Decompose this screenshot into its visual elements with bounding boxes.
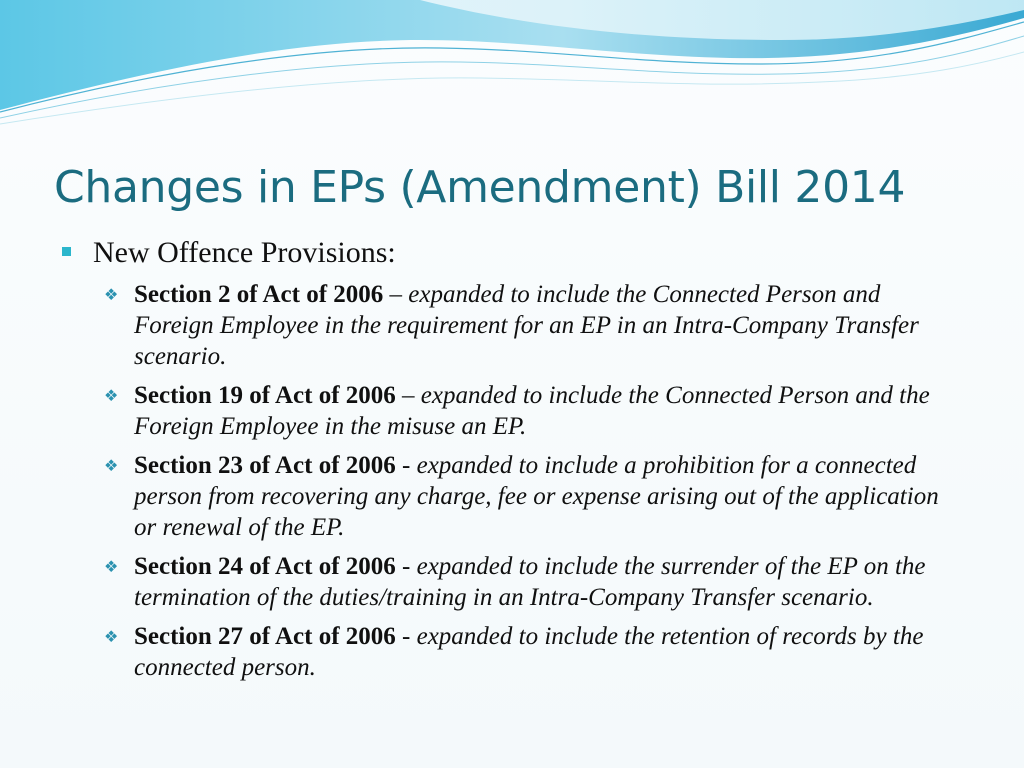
separator: – <box>395 382 421 409</box>
section-description: expanded to include a prohibition for a connected person from recovering any charge, fee or expense arising out of the application or renewal of the EP. <box>134 452 939 541</box>
list-item-text <box>134 380 964 442</box>
section-list <box>104 279 964 691</box>
separator: - <box>395 452 417 479</box>
section-label: Section 27 of Act of 2006 <box>134 623 396 650</box>
separator: – <box>383 281 409 308</box>
list-item <box>104 450 964 543</box>
list-item <box>104 279 964 372</box>
list-item <box>104 621 964 683</box>
decorative-waves <box>0 0 1024 130</box>
section-label: Section 24 of Act of 2006 <box>134 553 396 580</box>
list-item <box>104 551 964 613</box>
list-item <box>104 380 964 442</box>
list-item-text <box>134 551 964 613</box>
diamond-bullet-icon: ❖ <box>104 386 119 405</box>
separator: - <box>395 553 417 580</box>
list-item-text <box>134 450 964 543</box>
section-description: expanded to include the retention of records by the connected person. <box>134 623 924 681</box>
list-item-text <box>134 279 964 372</box>
separator: - <box>395 623 417 650</box>
diamond-bullet-icon: ❖ <box>104 456 119 475</box>
section-description: expanded to include the Connected Person and the Foreign Employee in the misuse an EP. <box>134 382 930 440</box>
diamond-bullet-icon: ❖ <box>104 557 119 576</box>
diamond-bullet-icon: ❖ <box>104 627 119 646</box>
slide-title: Changes in EPs (Amendment) Bill 2014 <box>54 162 906 213</box>
square-bullet-icon <box>62 247 71 256</box>
section-description: expanded to include the Connected Person and Foreign Employee in the requirement for an EP in an Intra-Company Transfer scenario. <box>134 281 919 370</box>
list-item-text <box>134 621 964 683</box>
section-description: expanded to include the surrender of the EP on the termination of the duties/training in an Intra-Company Transfer scenario. <box>134 553 926 611</box>
section-label: Section 2 of Act of 2006 <box>134 281 384 308</box>
diamond-bullet-icon: ❖ <box>104 285 119 304</box>
bullet-new-offence-provisions <box>62 233 396 273</box>
bullet-heading: New Offence Provisions: <box>93 236 396 269</box>
section-label: Section 19 of Act of 2006 <box>134 382 396 409</box>
section-label: Section 23 of Act of 2006 <box>134 452 396 479</box>
